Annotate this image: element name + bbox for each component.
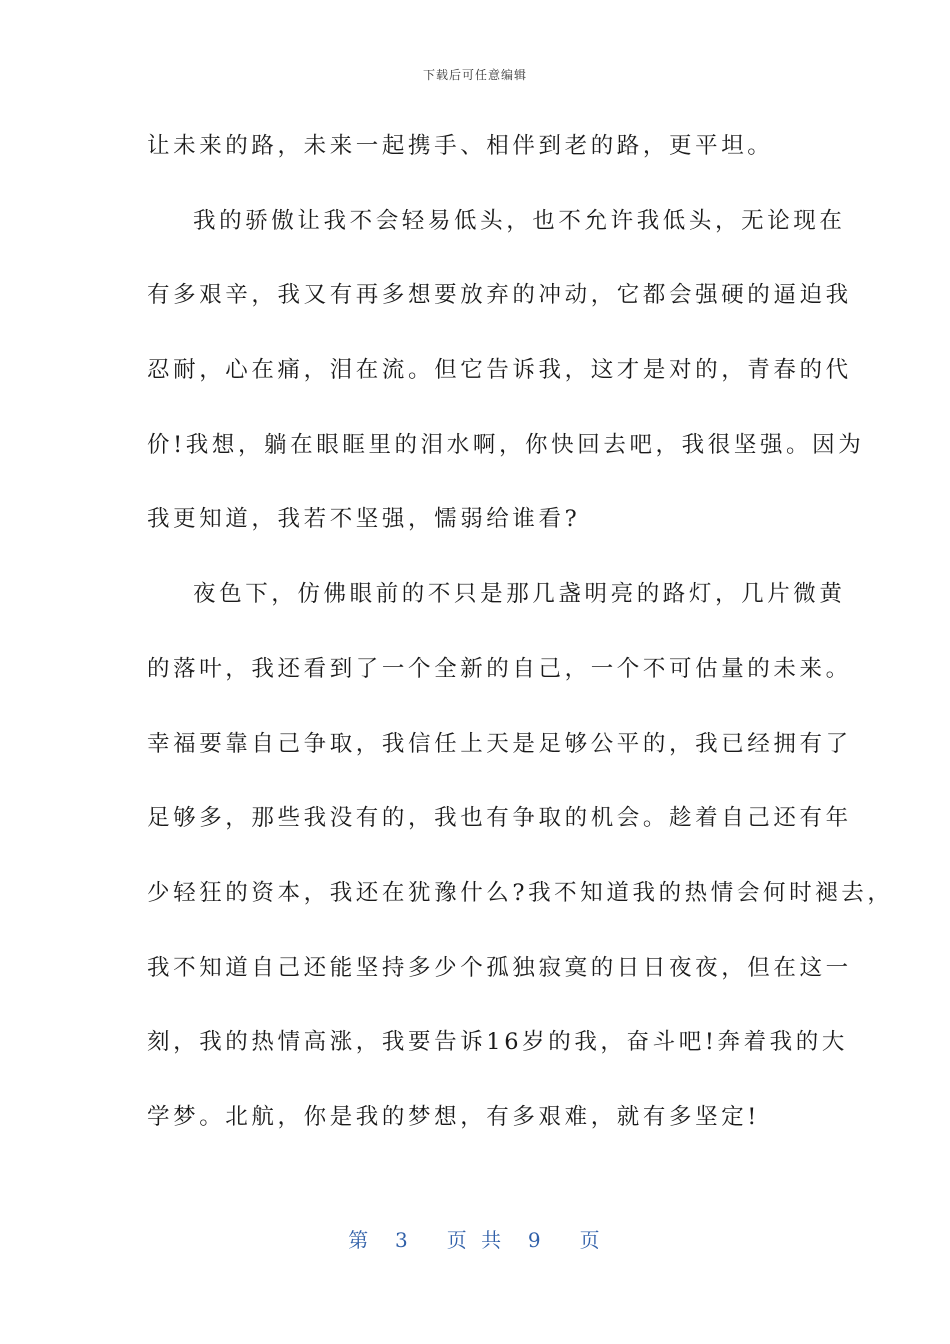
text-line: 幸福要靠自己争取，我信任上天是足够公平的，我已经拥有了 (147, 730, 852, 757)
text-line: 让未来的路，未来一起携手、相伴到老的路，更平坦。 (147, 133, 774, 159)
document-body (147, 122, 894, 1168)
paragraph-start-line: 我的骄傲让我不会轻易低头，也不允许我低头，无论现在 (193, 207, 846, 234)
page-header: 下载后可任意编辑 (422, 68, 527, 82)
text-line: 的落叶，我还看到了一个全新的自己，一个不可估量的未来。 (147, 655, 852, 682)
text-line: 学梦。北航，你是我的梦想，有多艰难，就有多坚定! (147, 1103, 760, 1130)
text-line: 刻，我的热情高涨，我要告诉16岁的我，奋斗吧!奔着我的大 (147, 1029, 848, 1056)
paragraph-start-line: 夜色下，仿佛眼前的不只是那几盏明亮的路灯，几片微黄 (193, 581, 846, 608)
text-line: 有多艰辛，我又有再多想要放弃的冲动，它都会强硬的逼迫我 (147, 282, 852, 309)
text-line: 忍耐，心在痛，泪在流。但它告诉我，这才是对的，青春的代 (147, 357, 852, 384)
text-line: 价!我想，躺在眼眶里的泪水啊，你快回去吧，我很坚强。因为 (147, 431, 865, 458)
page-number-footer: 第 3 页 共 9 页 (348, 1228, 602, 1252)
text-line: 少轻狂的资本，我还在犹豫什么?我不知道我的热情会何时褪去， (147, 879, 894, 906)
text-line: 我不知道自己还能坚持多少个孤独寂寞的日日夜夜，但在这一 (147, 954, 852, 981)
text-line: 我更知道，我若不坚强，懦弱给谁看? (147, 506, 581, 533)
text-line: 足够多，那些我没有的，我也有争取的机会。趁着自己还有年 (147, 805, 852, 832)
